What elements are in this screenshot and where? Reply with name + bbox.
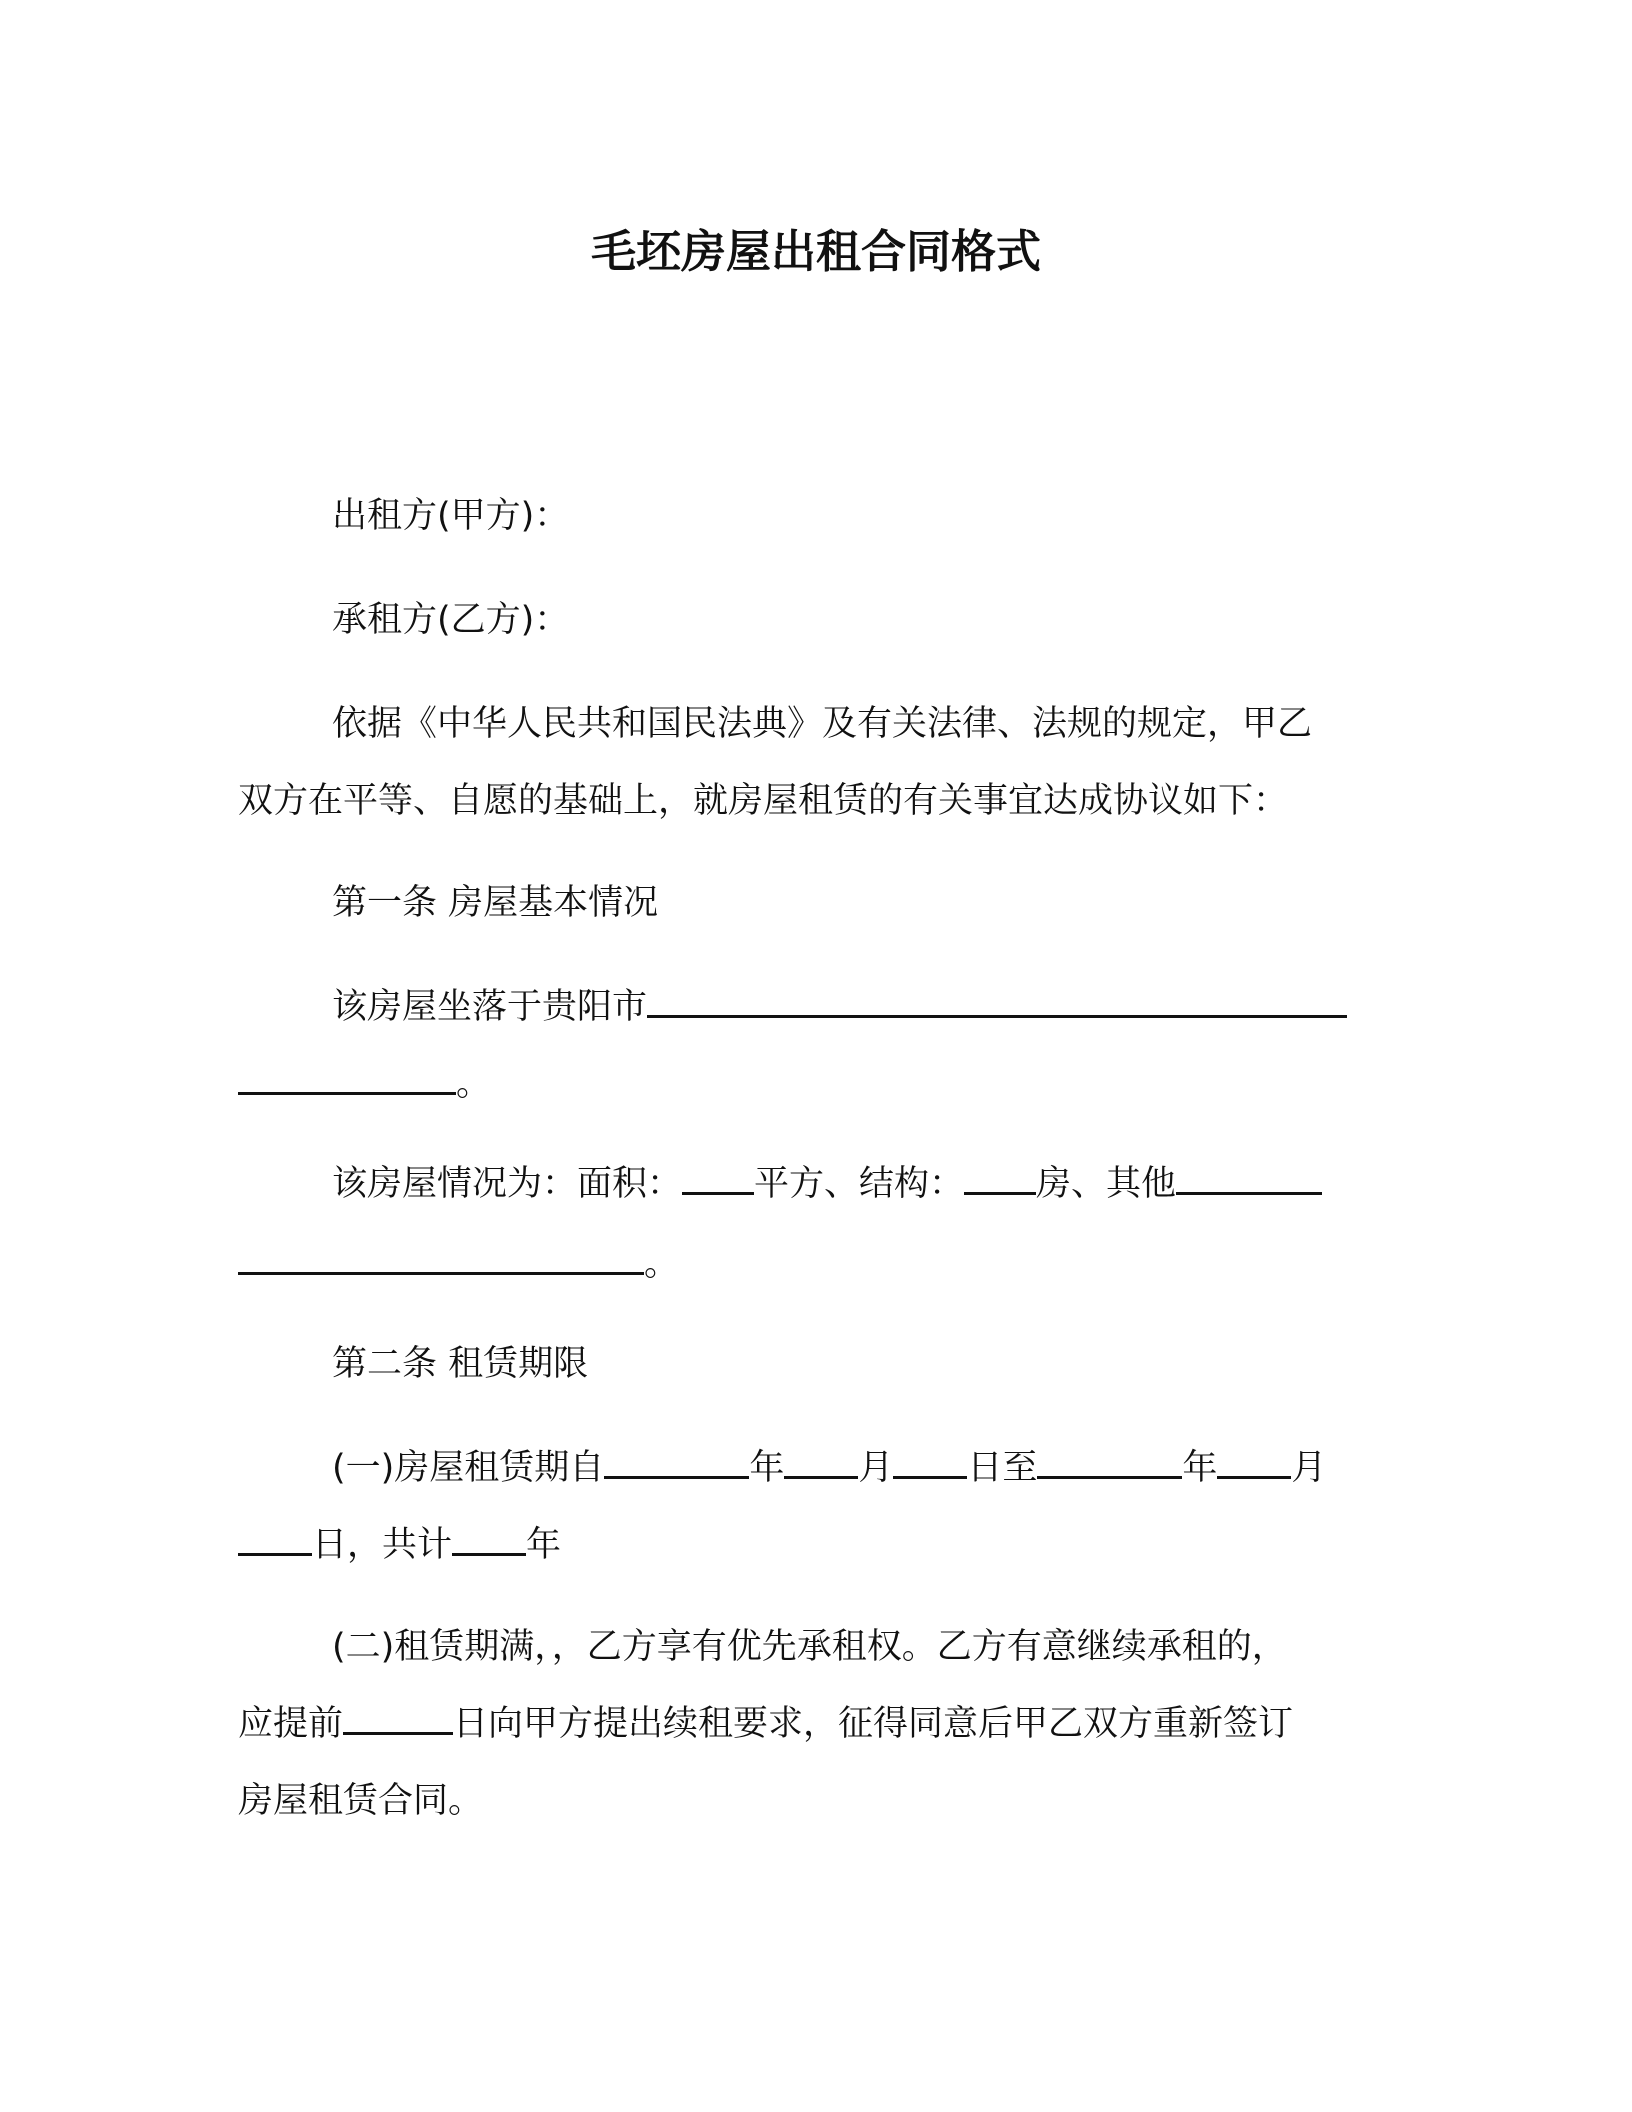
other-blank-2 [238,1242,644,1275]
end-month-blank [1217,1446,1291,1479]
start-day-blank [893,1446,967,1479]
total-years-blank [452,1523,526,1556]
start-year-blank [604,1446,749,1479]
location-blank [647,985,1347,1018]
term-day-to-label: 日至 [967,1448,1038,1488]
renewal-line-3: 房屋租赁合同。 [238,1781,484,1821]
structure-blank [964,1162,1036,1195]
term-month-label: 月 [858,1448,894,1488]
term-day-total-label: 日，共计 [312,1525,453,1565]
location-text: 该房屋坐落于贵阳市 [332,987,648,1027]
article-1-heading: 第一条 房屋基本情况 [332,883,659,923]
lessee-label: 承租方(乙方)： [332,600,570,640]
renewal-text-b: 日向甲方提出续租要求，征得同意后甲乙双方重新签订 [453,1704,1294,1744]
condition-line [332,1162,1322,1206]
renewal-line-2 [238,1702,1293,1746]
renewal-line-1: (二)租赁期满，，乙方享有优先承租权。乙方有意继续承租的， [332,1627,1287,1667]
area-blank [682,1162,754,1195]
intro-line-2: 双方在平等、自愿的基础上，就房屋租赁的有关事宜达成协议如下： [238,781,1289,821]
term-line-2 [238,1523,561,1567]
renewal-text-a: 应提前 [238,1704,344,1744]
lessor-label: 出租方(甲方)： [332,496,570,536]
start-month-blank [784,1446,858,1479]
condition-text-2: 平方、结构： [754,1164,965,1204]
location-line [332,985,1347,1029]
condition-line-2 [238,1242,679,1286]
term-year-label-2: 年 [1182,1448,1218,1488]
other-blank [1176,1162,1322,1195]
document-title: 毛坯房屋出租合同格式 [590,225,1041,278]
term-year-end-label: 年 [526,1525,562,1565]
condition-text-3: 房、其他 [1036,1164,1177,1204]
term-prefix: (一)房屋租赁期自 [332,1448,605,1488]
condition-period: 。 [644,1244,680,1284]
term-line [332,1446,1326,1490]
location-blank-2 [238,1062,456,1095]
end-year-blank [1037,1446,1182,1479]
article-2-heading: 第二条 租赁期限 [332,1344,589,1384]
term-month-label-2: 月 [1291,1448,1327,1488]
intro-line-1: 依据《中华人民共和国民法典》及有关法律、法规的规定，甲乙 [332,704,1313,744]
term-year-label: 年 [749,1448,785,1488]
location-line-2 [238,1062,491,1106]
end-day-blank [238,1523,312,1556]
condition-text-1: 该房屋情况为：面积： [332,1164,683,1204]
location-period: 。 [456,1064,492,1104]
notice-days-blank [343,1702,453,1735]
